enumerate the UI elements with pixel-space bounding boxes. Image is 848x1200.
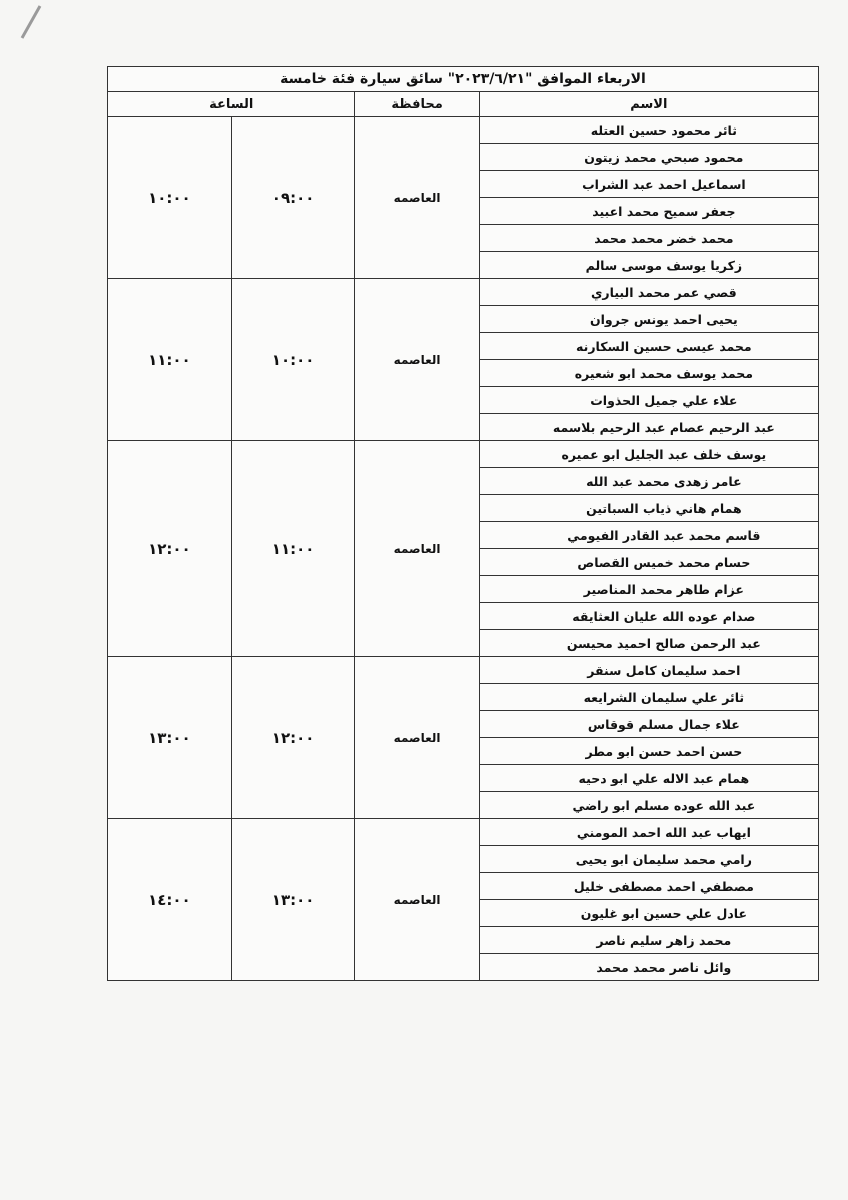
candidate-name: قاسم محمد عبد القادر الفيومي [479, 522, 818, 549]
start-time-cell: ١٣:٠٠ [231, 819, 355, 981]
candidate-name: رامي محمد سليمان ابو يحيى [479, 846, 818, 873]
end-time-cell: ١٤:٠٠ [108, 819, 232, 981]
candidate-name: حسام محمد خميس القصاص [479, 549, 818, 576]
exam-schedule-table [107, 66, 819, 981]
table-row [108, 657, 819, 684]
candidate-name: همام هاني ذياب السباتين [479, 495, 818, 522]
candidate-name: عبد الرحيم عصام عبد الرحيم بلاسمه [479, 414, 818, 441]
candidate-name: زكريا يوسف موسى سالم [479, 252, 818, 279]
header-row [108, 92, 819, 117]
governorate-cell: العاصمه [355, 279, 479, 441]
time-column-header: الساعة [108, 92, 355, 117]
governorate-cell: العاصمه [355, 657, 479, 819]
candidate-name: علاء جمال مسلم قوقاس [479, 711, 818, 738]
candidate-name: احمد سليمان كامل سنقر [479, 657, 818, 684]
candidate-name: عامر زهدى محمد عبد الله [479, 468, 818, 495]
candidate-name: ايهاب عبد الله احمد المومني [479, 819, 818, 846]
candidate-name: عبد الله عوده مسلم ابو راضي [479, 792, 818, 819]
name-column-header: الاسم [479, 92, 818, 117]
candidate-name: محمد زاهر سليم ناصر [479, 927, 818, 954]
candidate-name: علاء علي جميل الحذوات [479, 387, 818, 414]
candidate-name: جعفر سميح محمد اعبيد [479, 198, 818, 225]
candidate-name: صدام عوده الله عليان العثايقه [479, 603, 818, 630]
governorate-cell: العاصمه [355, 117, 479, 279]
end-time-cell: ١٠:٠٠ [108, 117, 232, 279]
candidate-name: همام عبد الاله علي ابو دحيه [479, 765, 818, 792]
candidate-name: ثائر محمود حسين العتله [479, 117, 818, 144]
schedule-title: الاربعاء الموافق "٢٠٢٣/٦/٢١" سائق سيارة فئة خامسة [108, 67, 819, 92]
candidate-name: محمود صبحي محمد زيتون [479, 144, 818, 171]
candidate-name: عبد الرحمن صالح احميد محيسن [479, 630, 818, 657]
candidate-name: وائل ناصر محمد محمد [479, 954, 818, 981]
end-time-cell: ١٣:٠٠ [108, 657, 232, 819]
governorate-cell: العاصمه [355, 819, 479, 981]
page-edge-mark [18, 0, 48, 40]
start-time-cell: ١٢:٠٠ [231, 657, 355, 819]
candidate-name: اسماعيل احمد عبد الشراب [479, 171, 818, 198]
table-row [108, 819, 819, 846]
candidate-name: قصي عمر محمد البياري [479, 279, 818, 306]
governorate-cell: العاصمه [355, 441, 479, 657]
table-row [108, 117, 819, 144]
candidate-name: محمد عيسى حسين السكارنه [479, 333, 818, 360]
end-time-cell: ١١:٠٠ [108, 279, 232, 441]
start-time-cell: ٠٩:٠٠ [231, 117, 355, 279]
candidate-name: عزام طاهر محمد المناصير [479, 576, 818, 603]
governorate-column-header: محافظة [355, 92, 479, 117]
candidate-name: ثائر علي سليمان الشرايعه [479, 684, 818, 711]
candidate-name: محمد يوسف محمد ابو شعيره [479, 360, 818, 387]
table-row [108, 279, 819, 306]
candidate-name: يوسف خلف عبد الجليل ابو عميره [479, 441, 818, 468]
end-time-cell: ١٢:٠٠ [108, 441, 232, 657]
candidate-name: محمد خضر محمد محمد [479, 225, 818, 252]
start-time-cell: ١١:٠٠ [231, 441, 355, 657]
table-row [108, 441, 819, 468]
candidate-name: حسن احمد حسن ابو مطر [479, 738, 818, 765]
candidate-name: يحيى احمد يونس جروان [479, 306, 818, 333]
candidate-name: عادل علي حسين ابو غليون [479, 900, 818, 927]
candidate-name: مصطفي احمد مصطفى خليل [479, 873, 818, 900]
start-time-cell: ١٠:٠٠ [231, 279, 355, 441]
